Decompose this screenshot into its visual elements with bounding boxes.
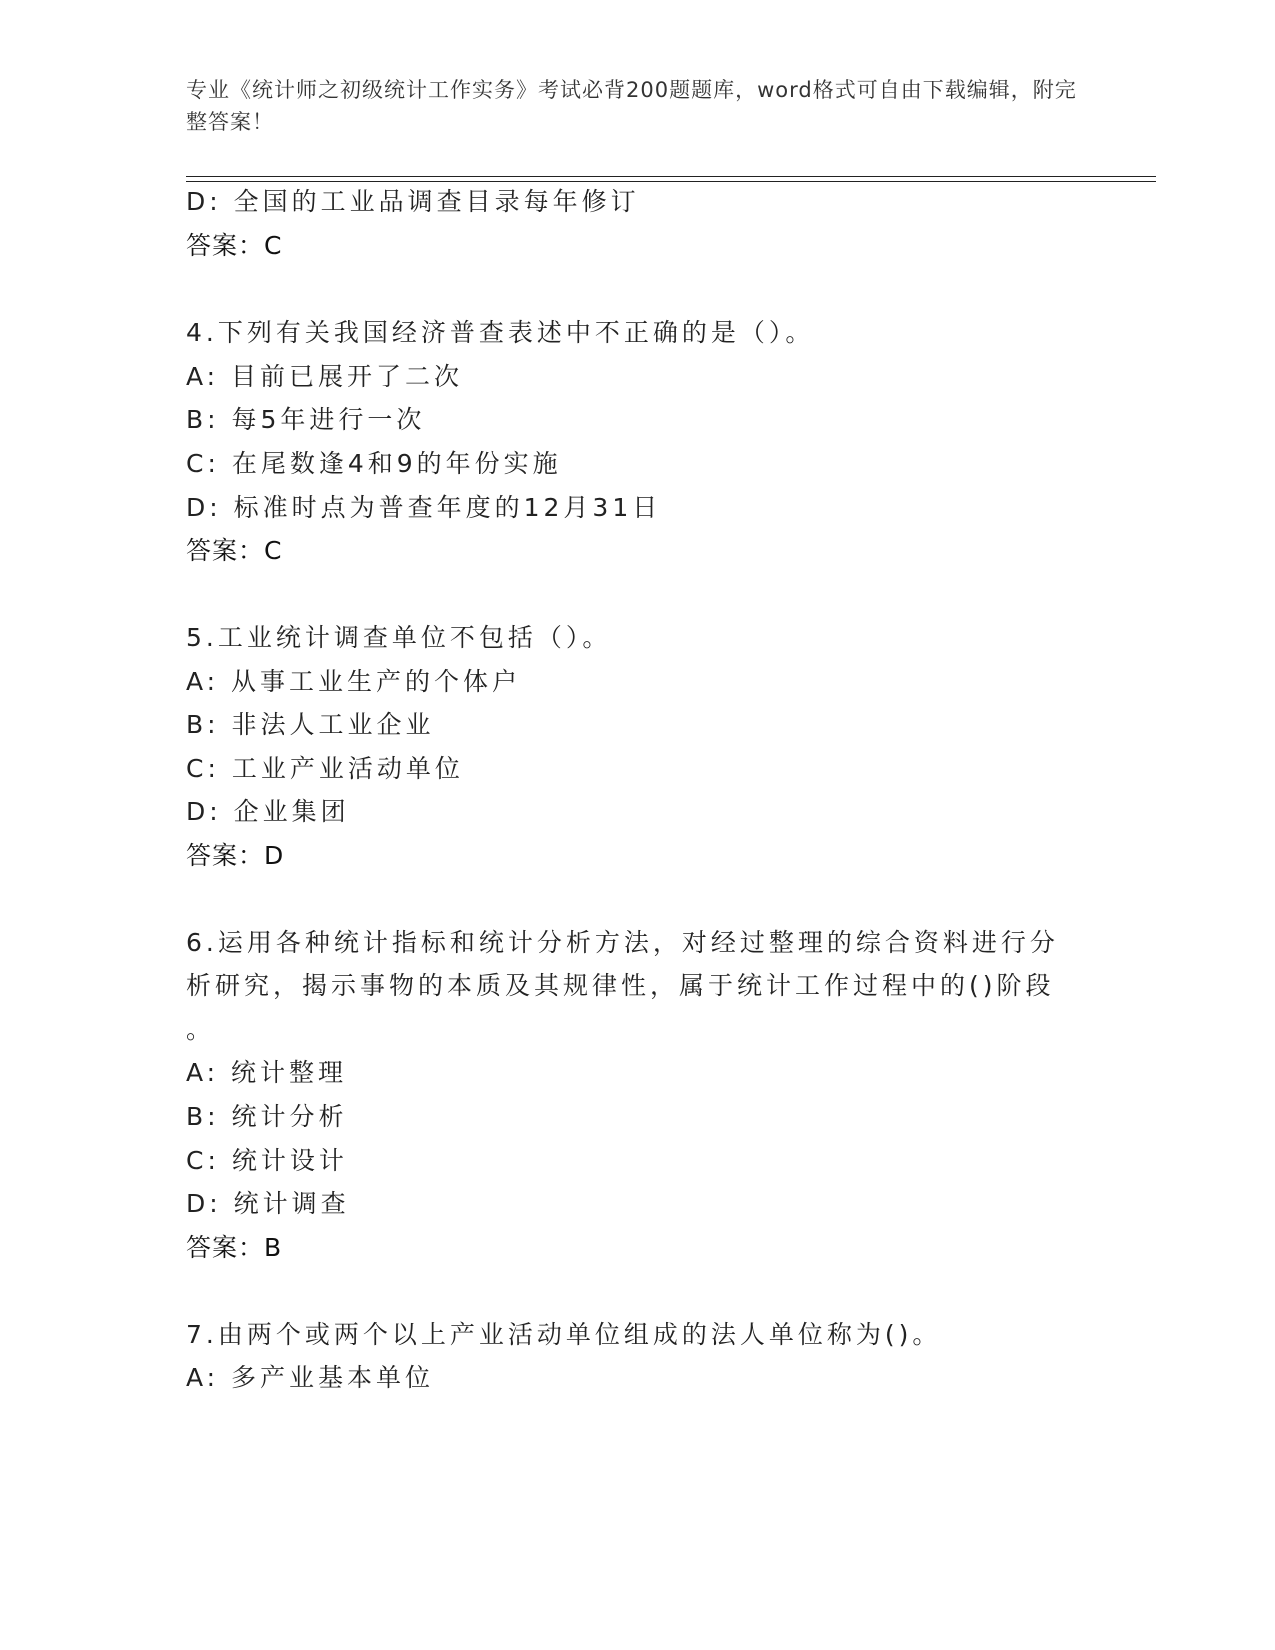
q5-stem: 5.工业统计调查单位不包括（）。 — [186, 623, 612, 652]
q6-stem-line-3: 。 — [186, 1015, 216, 1044]
q7-option-a: A: 多产业基本单位 — [186, 1363, 435, 1392]
q6-option-c: C: 统计设计 — [186, 1146, 348, 1175]
q4-option-c: C: 在尾数逢4和9的年份实施 — [186, 449, 562, 478]
q4-answer: 答案：C — [186, 536, 283, 565]
header-divider-top — [186, 176, 1156, 177]
q4-stem: 4.下列有关我国经济普查表述中不正确的是（）。 — [186, 318, 815, 347]
q4-option-d: D: 标准时点为普查年度的12月31日 — [186, 493, 662, 522]
q6-stem-line-1: 6.运用各种统计指标和统计分析方法，对经过整理的综合资料进行分 — [186, 928, 1059, 957]
q6-stem-line-2: 析研究，揭示事物的本质及其规律性，属于统计工作过程中的()阶段 — [186, 971, 1055, 1000]
q4-option-a: A: 目前已展开了二次 — [186, 362, 464, 391]
q5-answer: 答案：D — [186, 841, 285, 870]
q5-option-d: D: 企业集团 — [186, 797, 350, 826]
q3-answer: 答案：C — [186, 231, 283, 260]
q6-option-d: D: 统计调查 — [186, 1189, 350, 1218]
q6-answer: 答案：B — [186, 1233, 283, 1262]
q7-stem: 7.由两个或两个以上产业活动单位组成的法人单位称为()。 — [186, 1320, 942, 1349]
q5-option-c: C: 工业产业活动单位 — [186, 754, 464, 783]
q6-option-a: A: 统计整理 — [186, 1058, 348, 1087]
q6-option-b: B: 统计分析 — [186, 1102, 348, 1131]
q4-option-b: B: 每5年进行一次 — [186, 405, 426, 434]
header-divider-bottom — [186, 181, 1156, 182]
q3-option-d: D: 全国的工业品调查目录每年修订 — [186, 187, 640, 216]
document-intro: 专业《统计师之初级统计工作实务》考试必背200题题库，word格式可自由下载编辑，附完整答案！ — [186, 78, 1077, 134]
q5-option-a: A: 从事工业生产的个体户 — [186, 667, 522, 696]
q5-option-b: B: 非法人工业企业 — [186, 710, 435, 739]
